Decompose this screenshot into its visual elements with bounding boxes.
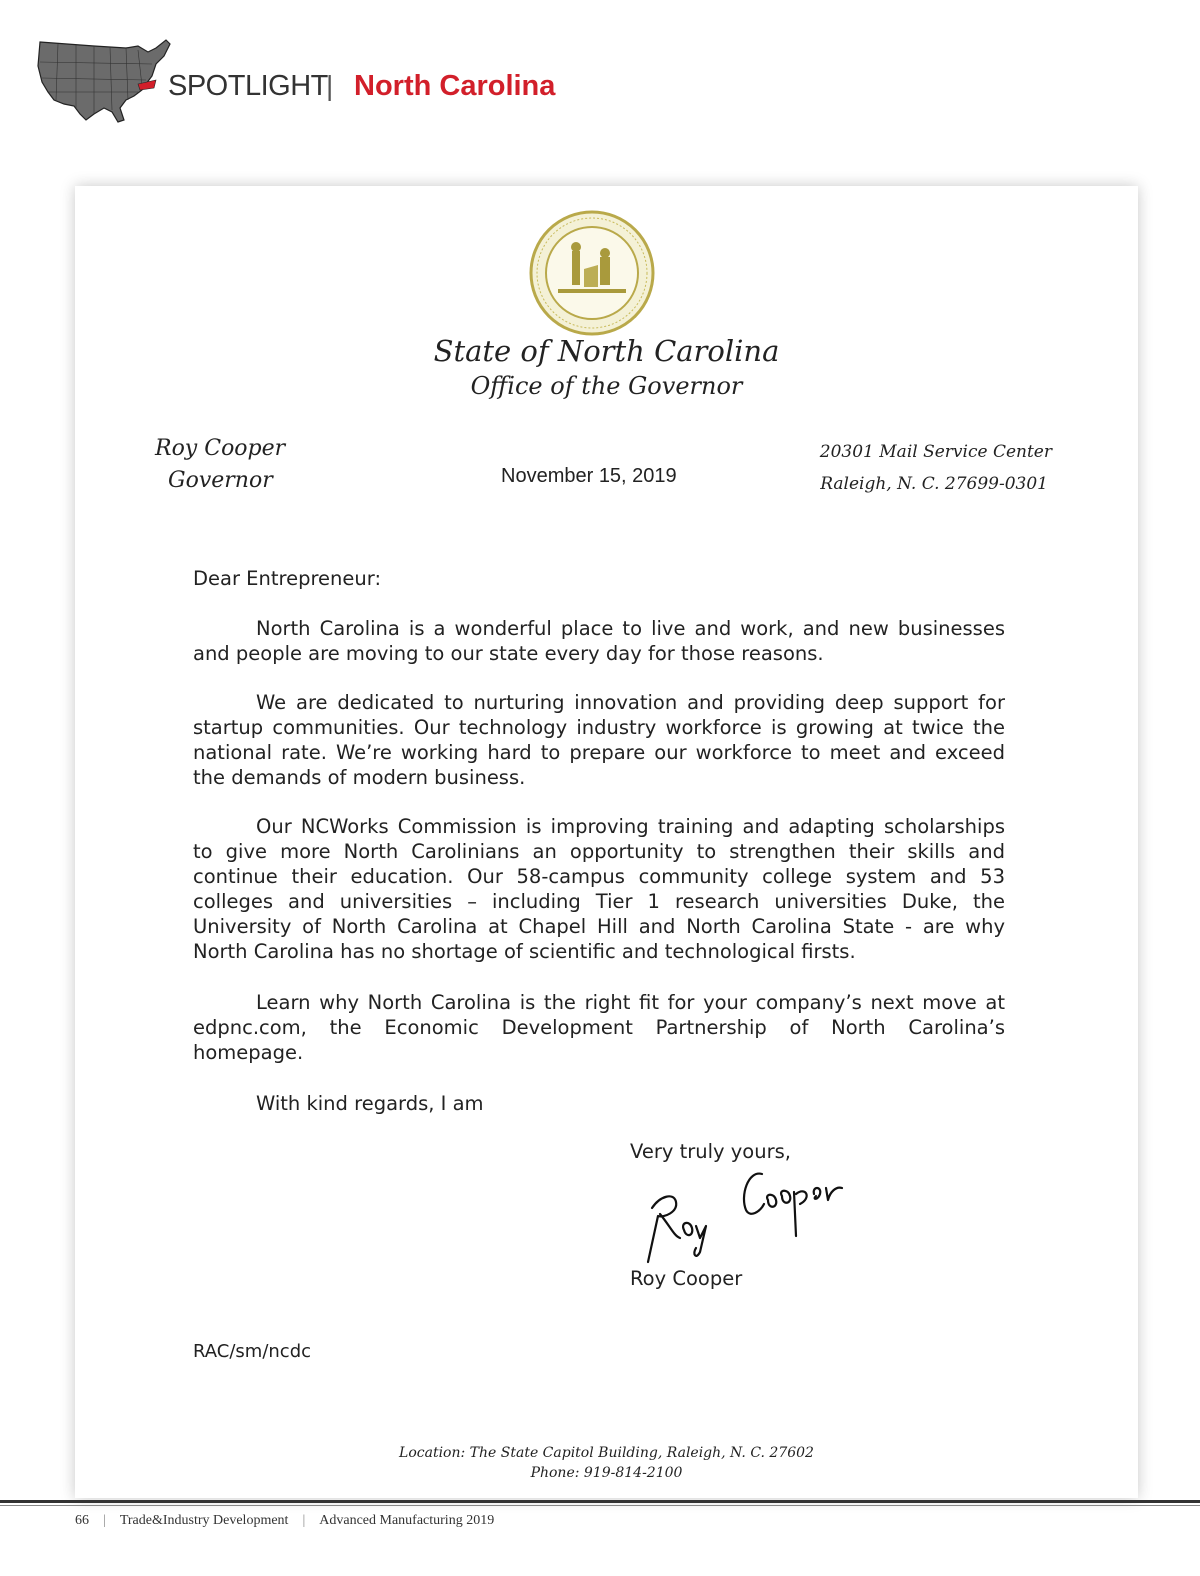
reference-initials: RAC/sm/ncdc (193, 1341, 312, 1362)
signer-name: Roy Cooper (630, 1267, 743, 1290)
section-label: SPOTLIGHT (168, 70, 328, 102)
address-line-1: 20301 Mail Service Center (819, 442, 1052, 462)
paragraph-4: Learn why North Carolina is the right fit for your company’s next move at edpnc.com, the Economic Development Partnership of North Carolina’s homepage. (193, 991, 1005, 1064)
issue-name: Advanced Manufacturing 2019 (319, 1513, 495, 1528)
sender-name: Roy Cooper (155, 436, 286, 461)
letterhead-state: State of North Carolina (433, 334, 780, 368)
letter-date: November 15, 2019 (501, 465, 677, 487)
publication-name: Trade&Industry Development (119, 1513, 289, 1528)
page-header (0, 0, 1200, 150)
paragraph-1: North Carolina is a wonderful place to live and work, and new businesses and people are moving to our state every day for those reasons. (193, 617, 1005, 665)
page-footer (75, 1513, 494, 1529)
us-map-icon (34, 34, 174, 126)
sender-title: Governor (168, 468, 273, 493)
paragraph-3: Our NCWorks Commission is improving training and adapting scholarships to give more North Carolinians an opportunity to strengthen their skills and continue their education. Our 58-campus community college system and 53 colleges and universities – including Tier 1 research universities Duke, the University of North Carolina at Chapel Hill and North Carolina State - are why North Carolina has no shortage of scientific and technological firsts. (193, 815, 1005, 963)
signature-image (630, 1166, 850, 1266)
letter-location: Location: The State Capitol Building, Raleigh, N. C. 27602 (399, 1445, 814, 1461)
state-label: North Carolina (354, 70, 556, 102)
regards-line: With kind regards, I am (256, 1092, 484, 1115)
footer-separator: | (103, 1513, 106, 1528)
closing: Very truly yours, (630, 1140, 791, 1163)
footer-separator: | (302, 1513, 306, 1528)
letterhead-office: Office of the Governor (470, 372, 743, 400)
footer-rule-thin (0, 1505, 1200, 1506)
header-separator: | (326, 70, 334, 101)
letter-card (75, 186, 1138, 1498)
salutation: Dear Entrepreneur: (193, 567, 382, 590)
paragraph-2: We are dedicated to nurturing innovation and providing deep support for startup communities. Our technology industry workforce is growing at twice the national rate. We’re working hard to prepare our workforce to meet and exceed the demands of modern business. (193, 691, 1005, 789)
address-line-2: Raleigh, N. C. 27699-0301 (820, 474, 1048, 494)
letter-phone: Phone: 919-814-2100 (530, 1465, 683, 1481)
page-number: 66 (75, 1513, 89, 1528)
state-seal-icon (528, 209, 656, 337)
footer-rule (0, 1500, 1200, 1503)
